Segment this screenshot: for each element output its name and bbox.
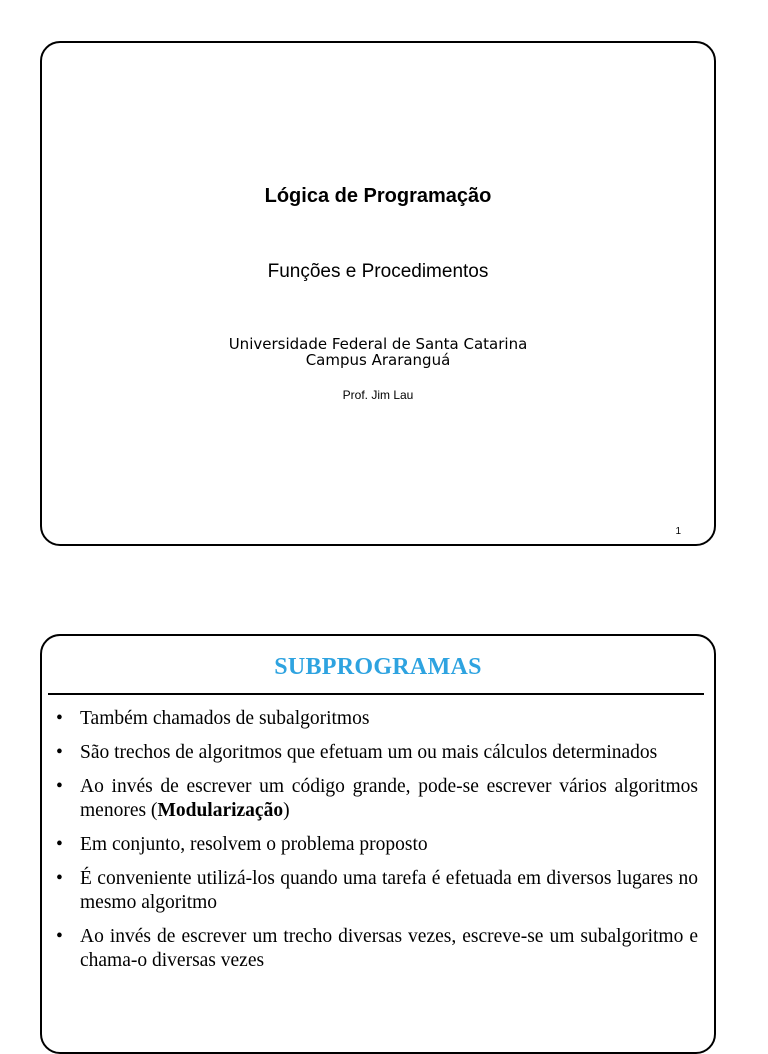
bullet-item: [56, 925, 698, 973]
bullet-text: É conveniente utilizá-los quando uma tarefa é efetuada em diversos lugares no mesmo algoritmo: [80, 868, 698, 913]
bullet-text-end: ): [283, 800, 290, 821]
bullet-icon: •: [56, 834, 63, 855]
campus-name: Campus Araranguá: [305, 351, 451, 369]
professor-name: Prof. Jim Lau: [342, 388, 414, 402]
page-number: 1: [675, 526, 681, 537]
bullet-text: Em conjunto, resolvem o problema proposto: [80, 834, 428, 855]
bullet-list: [56, 707, 698, 983]
slide-subtitle: Funções e Procedimentos: [267, 261, 489, 282]
university-name: Universidade Federal de Santa Catarina: [228, 335, 528, 353]
bullet-text: São trechos de algoritmos que efetuam um ou mais cálculos determinados: [80, 742, 658, 763]
content-slide: [40, 634, 716, 1054]
bullet-icon: •: [56, 868, 63, 889]
bullet-text: Também chamados de subalgoritmos: [80, 708, 370, 729]
bullet-bold-term: Modularização: [157, 800, 284, 821]
bullet-item: [56, 775, 698, 823]
university-block: [42, 336, 714, 368]
slide-title: Lógica de Programação: [264, 185, 492, 207]
heading-divider: [48, 693, 704, 695]
bullet-item: [56, 867, 698, 915]
bullet-icon: •: [56, 926, 63, 947]
bullet-item: [56, 707, 698, 731]
bullet-text: Ao invés de escrever um trecho diversas vezes, escreve-se um subalgoritmo e chama-o diversas vezes: [80, 926, 698, 971]
bullet-icon: •: [56, 708, 63, 729]
bullet-item: [56, 833, 698, 857]
bullet-icon: •: [56, 742, 63, 763]
bullet-icon: •: [56, 776, 63, 797]
bullet-item: [56, 741, 698, 765]
bullet-text: Ao invés de escrever um código grande, pode-se escrever vários algoritmos menores (: [80, 776, 698, 821]
slide-heading: SUBPROGRAMAS: [274, 654, 482, 680]
title-slide: [40, 41, 716, 546]
